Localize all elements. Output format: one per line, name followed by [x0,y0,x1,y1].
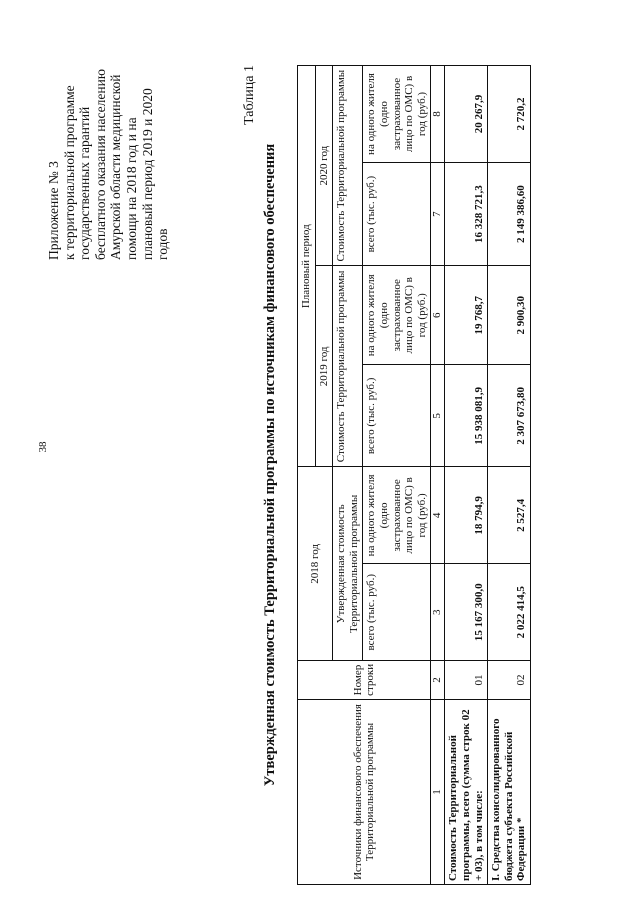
row-source: I. Средства консолидированного бюджета субъекта Российской Федерации * [488,699,531,884]
cell-per-capita-2019: 2 900,30 [488,266,531,365]
document-title: Утвержденная стоимость Территориальной программы по источникам финансового обеспечения [262,143,278,787]
cell-total-2019: 2 307 673,80 [488,365,531,467]
header-per-capita-2019: на одного жителя (одно застрахованное лицо по ОМС) в год (руб.) [363,266,431,365]
column-number: 5 [431,365,445,467]
appendix-line: помощи на 2018 год и на [123,117,139,260]
table-row [488,66,531,885]
cell-per-capita-2019: 19 768,7 [445,266,488,365]
column-number-row [431,66,445,885]
header-per-capita-2018: на одного жителя (одно застрахованное лицо по ОМС) в год (руб.) [363,467,431,564]
header-row [298,66,316,885]
header-cost-2020: Стоимость Территориальной программы [333,66,363,266]
header-total-2018: всего (тыс. руб.) [363,564,431,661]
column-number: 2 [431,661,445,700]
cell-total-2020: 16 328 721,3 [445,162,488,265]
row-source: Стоимость Территориальной программы, всего (сумма строк 02 + 03), в том числе: [445,699,488,884]
column-number: 3 [431,564,445,661]
cell-per-capita-2020: 2 720,2 [488,66,531,163]
header-year-2019: 2019 год [315,266,333,467]
cell-total-2019: 15 938 081,9 [445,365,488,467]
cell-per-capita-2018: 2 527,4 [488,467,531,564]
column-number: 1 [431,699,445,884]
header-total-2019: всего (тыс. руб.) [363,365,431,467]
cell-total-2018: 15 167 300,0 [445,564,488,661]
header-row-number: Номер строки [298,661,431,700]
row-number: 02 [488,661,531,700]
header-planned-period: Плановый период [298,66,316,467]
column-number: 6 [431,266,445,365]
header-total-2020: всего (тыс. руб.) [363,162,431,265]
column-number: 7 [431,162,445,265]
appendix-line: к территориальной программе [61,85,77,260]
column-number: 4 [431,467,445,564]
page-number: 38 [37,441,49,453]
appendix-line: бесплатного оказания населению [92,69,108,260]
cell-per-capita-2018: 18 794,9 [445,467,488,564]
rotated-page [12,45,632,885]
header-approved-cost: Утвержденная стоимость Территориальной программы [333,467,363,661]
appendix-line: годов [155,228,171,260]
header-cost-2019: Стоимость Территориальной программы [333,266,363,467]
table-label: Таблица 1 [242,65,257,125]
cell-total-2020: 2 149 386,60 [488,162,531,265]
appendix-line: Приложение № 3 [46,161,61,260]
cell-per-capita-2020: 20 267,9 [445,66,488,163]
appendix-line: государственных гарантий [77,106,93,260]
appendix-note [46,50,171,260]
appendix-line: Амурской области медицинской [108,74,124,260]
row-number: 01 [445,661,488,700]
column-number: 8 [431,66,445,163]
header-source: Источники финансового обеспечения Территориальной программы [298,699,431,884]
appendix-line: плановый период 2019 и 2020 [139,88,155,260]
header-year-2018: 2018 год [298,467,333,661]
cost-table [297,65,531,885]
header-year-2020: 2020 год [315,66,333,266]
header-per-capita-2020: на одного жителя (одно застрахованное лицо по ОМС) в год (руб.) [363,66,431,163]
cell-total-2018: 2 022 414,5 [488,564,531,661]
table-row [445,66,488,885]
